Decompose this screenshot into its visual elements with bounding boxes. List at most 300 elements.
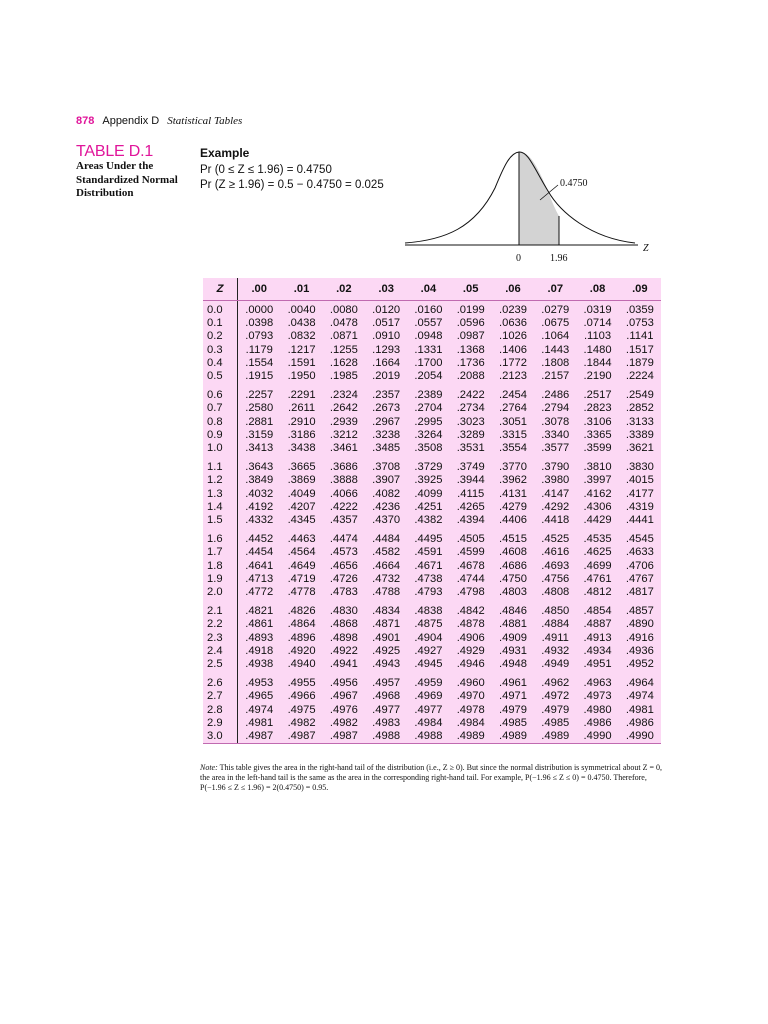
z-value-cell: 1.4 <box>203 501 238 514</box>
area-value-cell: .2881 <box>245 415 274 428</box>
area-value-cell: .4864 <box>287 618 316 631</box>
area-value-cell: .2823 <box>583 402 612 415</box>
area-value-cell: .4975 <box>287 703 316 716</box>
area-value-cell: .4793 <box>414 586 443 599</box>
area-value-cell: .2939 <box>329 415 358 428</box>
area-value-cell: .3159 <box>245 428 274 441</box>
area-value-cell: .4808 <box>541 586 570 599</box>
area-value-cell: .4591 <box>414 546 443 559</box>
table-row <box>203 455 661 474</box>
table-row <box>203 704 661 717</box>
area-value-cell: .2422 <box>456 389 485 402</box>
area-value-cell: .3531 <box>456 442 485 455</box>
area-value-cell: .4798 <box>456 586 485 599</box>
area-value-cell: .4649 <box>287 559 316 572</box>
column-header: .05 <box>450 278 492 301</box>
area-value-cell: .1915 <box>245 370 274 383</box>
table-row <box>203 357 661 370</box>
area-value-cell: .4699 <box>583 559 612 572</box>
area-value-cell: .2764 <box>498 402 527 415</box>
area-value-cell: .4671 <box>414 559 443 572</box>
area-value-cell: .1985 <box>329 370 358 383</box>
table-row <box>203 344 661 357</box>
area-value-cell: .4162 <box>583 487 612 500</box>
area-value-cell: .4988 <box>372 730 401 743</box>
area-value-cell: .4761 <box>583 572 612 585</box>
area-value-cell: .0675 <box>541 317 570 330</box>
example-block <box>200 146 384 193</box>
area-value-cell: .4686 <box>498 559 527 572</box>
area-value-cell: .3944 <box>456 474 485 487</box>
area-value-cell: .4989 <box>541 730 570 743</box>
area-value-cell: .4515 <box>498 533 527 546</box>
area-value-cell: .4957 <box>372 677 401 690</box>
area-value-cell: .3790 <box>541 461 570 474</box>
z-value-cell: 0.6 <box>203 383 238 402</box>
area-value-cell: .4979 <box>498 703 527 716</box>
area-value-cell: .4982 <box>287 716 316 729</box>
area-value-cell: .3599 <box>583 442 612 455</box>
area-value-cell: .1103 <box>583 330 612 343</box>
area-value-cell: .1217 <box>287 343 316 356</box>
area-value-cell: .4406 <box>498 514 527 527</box>
area-value-cell: .2157 <box>541 370 570 383</box>
area-value-cell: .4778 <box>287 586 316 599</box>
area-value-cell: .4429 <box>583 514 612 527</box>
area-value-cell: .4918 <box>245 644 274 657</box>
area-value-cell: .0987 <box>456 330 485 343</box>
area-value-cell: .2357 <box>372 389 401 402</box>
area-value-cell: .4986 <box>583 716 612 729</box>
area-value-cell: .3106 <box>583 415 612 428</box>
z-value-cell: 0.1 <box>203 317 238 330</box>
area-value-cell: .4931 <box>498 644 527 657</box>
page-number: 878 <box>76 115 95 127</box>
area-value-cell: .4916 <box>625 631 654 644</box>
area-value-cell: .4984 <box>456 716 485 729</box>
z-value-cell: 2.0 <box>203 586 238 599</box>
area-value-cell: .2019 <box>372 370 401 383</box>
area-value-cell: .4236 <box>372 500 401 513</box>
z-value-cell: 1.0 <box>203 442 238 455</box>
area-value-cell: .4985 <box>541 716 570 729</box>
area-value-cell: .0948 <box>414 330 443 343</box>
area-value-cell: .4564 <box>287 546 316 559</box>
area-value-cell: .4941 <box>329 658 358 671</box>
area-value-cell: .0517 <box>372 317 401 330</box>
area-value-cell: .4131 <box>498 487 527 500</box>
area-value-cell: .4974 <box>625 690 654 703</box>
area-value-cell: .2123 <box>498 370 527 383</box>
area-value-cell: .2257 <box>245 389 274 402</box>
area-value-cell: .4979 <box>541 703 570 716</box>
area-value-cell: .3212 <box>329 428 358 441</box>
area-value-cell: .4812 <box>583 586 612 599</box>
area-value-cell: .4732 <box>372 572 401 585</box>
area-value-cell: .1331 <box>414 343 443 356</box>
area-value-cell: .4963 <box>583 677 612 690</box>
area-value-cell: .2580 <box>245 402 274 415</box>
area-value-cell: .4842 <box>456 605 485 618</box>
z-column-header: Z <box>203 278 238 301</box>
area-value-cell: .4505 <box>456 533 485 546</box>
area-value-cell: .0398 <box>245 317 274 330</box>
z-value-cell: 3.0 <box>203 730 238 743</box>
area-value-cell: .2967 <box>372 415 401 428</box>
area-value-cell: .4279 <box>498 500 527 513</box>
table-id: TABLE D.1 <box>76 143 154 160</box>
area-value-cell: .0832 <box>287 330 316 343</box>
area-value-cell: .3729 <box>414 461 443 474</box>
area-value-cell: .4032 <box>245 487 274 500</box>
z-value-cell: 1.6 <box>203 527 238 546</box>
column-header: .03 <box>365 278 407 301</box>
area-value-cell: .4948 <box>498 658 527 671</box>
area-value-cell: .4772 <box>245 586 274 599</box>
area-value-cell: .3051 <box>498 415 527 428</box>
area-value-cell: .2190 <box>583 370 612 383</box>
area-value-cell: .1950 <box>287 370 316 383</box>
area-value-cell: .3485 <box>372 442 401 455</box>
area-value-cell: .2486 <box>541 389 570 402</box>
area-value-cell: .1554 <box>245 356 274 369</box>
area-value-cell: .0319 <box>583 304 612 316</box>
area-value-cell: .4838 <box>414 605 443 618</box>
area-value-cell: .2389 <box>414 389 443 402</box>
area-value-cell: .4989 <box>456 730 485 743</box>
area-value-cell: .4981 <box>625 703 654 716</box>
area-value-cell: .4830 <box>329 605 358 618</box>
area-value-cell: .4951 <box>583 658 612 671</box>
area-value-cell: .4251 <box>414 500 443 513</box>
area-value-cell: .4292 <box>541 500 570 513</box>
area-value-cell: .4990 <box>625 730 654 743</box>
area-value-cell: .4983 <box>372 716 401 729</box>
area-value-cell: .4454 <box>245 546 274 559</box>
z-value-cell: 1.5 <box>203 514 238 527</box>
area-value-cell: .3869 <box>287 474 316 487</box>
area-value-cell: .2611 <box>287 402 316 415</box>
area-value-cell: .4945 <box>414 658 443 671</box>
area-value-cell: .4982 <box>329 716 358 729</box>
area-value-cell: .2734 <box>456 402 485 415</box>
area-value-cell: .0753 <box>625 317 654 330</box>
area-value-cell: .2517 <box>583 389 612 402</box>
area-value-cell: .2324 <box>329 389 358 402</box>
table-caption: Areas Under the Standardized Normal Distribution <box>76 160 178 199</box>
column-header: .09 <box>619 278 661 301</box>
area-value-cell: .4927 <box>414 644 443 657</box>
area-value-cell: .4015 <box>625 474 654 487</box>
area-value-cell: .4370 <box>372 514 401 527</box>
area-value-cell: .4633 <box>625 546 654 559</box>
area-value-cell: .4987 <box>329 730 358 743</box>
area-value-cell: .4962 <box>541 677 570 690</box>
table-row <box>203 546 661 559</box>
area-value-cell: .4582 <box>372 546 401 559</box>
area-value-cell: .4989 <box>498 730 527 743</box>
area-value-cell: .2088 <box>456 370 485 383</box>
table-row <box>203 330 661 343</box>
z-value-cell: 0.8 <box>203 416 238 429</box>
area-value-cell: .4943 <box>372 658 401 671</box>
z-value-cell: 2.9 <box>203 717 238 730</box>
area-value-cell: .4868 <box>329 618 358 631</box>
area-value-cell: .4890 <box>625 618 654 631</box>
area-value-cell: .4616 <box>541 546 570 559</box>
area-value-cell: .2454 <box>498 389 527 402</box>
area-value-cell: .4972 <box>541 690 570 703</box>
area-value-cell: .4920 <box>287 644 316 657</box>
area-value-cell: .4953 <box>245 677 274 690</box>
z-value-cell: 1.1 <box>203 455 238 474</box>
area-value-cell: .4656 <box>329 559 358 572</box>
z-value-cell: 0.3 <box>203 344 238 357</box>
z-value-cell: 2.4 <box>203 645 238 658</box>
z-value-cell: 2.6 <box>203 671 238 690</box>
area-value-cell: .4955 <box>287 677 316 690</box>
area-value-cell: .0714 <box>583 317 612 330</box>
area-value-cell: .4857 <box>625 605 654 618</box>
area-value-cell: .1480 <box>583 343 612 356</box>
area-value-cell: .0636 <box>498 317 527 330</box>
area-value-cell: .4871 <box>372 618 401 631</box>
area-value-cell: .0160 <box>414 304 443 316</box>
area-value-cell: .4966 <box>287 690 316 703</box>
area-value-cell: .3238 <box>372 428 401 441</box>
area-value-cell: .4525 <box>541 533 570 546</box>
area-value-cell: .3907 <box>372 474 401 487</box>
area-value-cell: .1255 <box>329 343 358 356</box>
area-value-cell: .4706 <box>625 559 654 572</box>
table-row <box>203 671 661 690</box>
note-label: Note: <box>200 763 218 772</box>
area-value-cell: .4887 <box>583 618 612 631</box>
z-table-header-row <box>203 278 661 301</box>
area-value-cell: .1808 <box>541 356 570 369</box>
area-value-cell: .2704 <box>414 402 443 415</box>
area-value-cell: .3962 <box>498 474 527 487</box>
area-value-cell: .4965 <box>245 690 274 703</box>
area-value-cell: .3708 <box>372 461 401 474</box>
area-value-cell: .2852 <box>625 402 654 415</box>
area-value-cell: .3749 <box>456 461 485 474</box>
area-label: 0.4750 <box>560 178 588 189</box>
area-value-cell: .4693 <box>541 559 570 572</box>
axis-label: Z <box>643 243 649 254</box>
table-row <box>203 618 661 631</box>
area-value-cell: .0080 <box>329 304 358 316</box>
normal-curve-figure <box>400 148 660 266</box>
area-value-cell: .3365 <box>583 428 612 441</box>
column-header: .00 <box>238 278 281 301</box>
area-value-cell: .4418 <box>541 514 570 527</box>
area-value-cell: .1844 <box>583 356 612 369</box>
z-table-body <box>203 301 661 744</box>
area-value-cell: .4306 <box>583 500 612 513</box>
area-value-cell: .4192 <box>245 500 274 513</box>
area-value-cell: .4265 <box>456 500 485 513</box>
table-row <box>203 599 661 618</box>
area-value-cell: .1443 <box>541 343 570 356</box>
area-value-cell: .4850 <box>541 605 570 618</box>
area-value-cell: .4893 <box>245 631 274 644</box>
area-value-cell: .2549 <box>625 389 654 402</box>
area-value-cell: .4974 <box>245 703 274 716</box>
area-value-cell: .0359 <box>625 304 654 316</box>
table-row <box>203 442 661 455</box>
area-value-cell: .0793 <box>245 330 274 343</box>
area-value-cell: .1736 <box>456 356 485 369</box>
table-row <box>203 690 661 703</box>
area-value-cell: .4913 <box>583 631 612 644</box>
area-value-cell: .4599 <box>456 546 485 559</box>
area-value-cell: .1591 <box>287 356 316 369</box>
table-row <box>203 560 661 573</box>
area-value-cell: .4925 <box>372 644 401 657</box>
column-header: .01 <box>280 278 322 301</box>
z-table <box>203 278 661 743</box>
table-row <box>203 402 661 415</box>
area-value-cell: .4985 <box>498 716 527 729</box>
area-value-cell: .4952 <box>625 658 654 671</box>
table-row <box>203 474 661 487</box>
area-value-cell: .4906 <box>456 631 485 644</box>
column-header: .02 <box>323 278 365 301</box>
z-value-cell: 1.9 <box>203 573 238 586</box>
area-value-cell: .3340 <box>541 428 570 441</box>
area-value-cell: .2673 <box>372 402 401 415</box>
area-value-cell: .4986 <box>625 716 654 729</box>
area-value-cell: .3770 <box>498 461 527 474</box>
area-value-cell: .4961 <box>498 677 527 690</box>
area-value-cell: .4788 <box>372 586 401 599</box>
area-value-cell: .1026 <box>498 330 527 343</box>
section-title: Statistical Tables <box>167 115 243 127</box>
example-heading: Example <box>200 146 250 160</box>
area-value-cell: .3461 <box>329 442 358 455</box>
area-value-cell: .4901 <box>372 631 401 644</box>
area-value-cell: .4319 <box>625 500 654 513</box>
area-value-cell: .4713 <box>245 572 274 585</box>
area-value-cell: .4066 <box>329 487 358 500</box>
column-header: .04 <box>407 278 449 301</box>
area-value-cell: .4964 <box>625 677 654 690</box>
z-value-cell: 1.7 <box>203 546 238 559</box>
table-row <box>203 429 661 442</box>
area-value-cell: .3810 <box>583 461 612 474</box>
area-value-cell: .4946 <box>456 658 485 671</box>
area-value-cell: .0040 <box>287 304 316 316</box>
table-row <box>203 488 661 501</box>
area-value-cell: .4959 <box>414 677 443 690</box>
area-value-cell: .4977 <box>414 703 443 716</box>
area-value-cell: .4976 <box>329 703 358 716</box>
area-value-cell: .0000 <box>245 304 274 316</box>
area-value-cell: .4803 <box>498 586 527 599</box>
area-value-cell: .3133 <box>625 415 654 428</box>
area-value-cell: .4949 <box>541 658 570 671</box>
area-value-cell: .0239 <box>498 304 527 316</box>
area-value-cell: .4881 <box>498 618 527 631</box>
area-value-cell: .3315 <box>498 428 527 441</box>
area-value-cell: .4726 <box>329 572 358 585</box>
z-value-cell: 2.7 <box>203 690 238 703</box>
area-value-cell: .4382 <box>414 514 443 527</box>
area-value-cell: .4756 <box>541 572 570 585</box>
area-value-cell: .1064 <box>541 330 570 343</box>
area-value-cell: .3186 <box>287 428 316 441</box>
area-value-cell: .3980 <box>541 474 570 487</box>
page-header <box>76 115 242 127</box>
area-value-cell: .1700 <box>414 356 443 369</box>
area-value-cell: .4817 <box>625 586 654 599</box>
area-value-cell: .4750 <box>498 572 527 585</box>
area-value-cell: .4783 <box>329 586 358 599</box>
area-value-cell: .4484 <box>372 533 401 546</box>
z-value-cell: 1.8 <box>203 560 238 573</box>
area-value-cell: .0279 <box>541 304 570 316</box>
table-row <box>203 383 661 402</box>
area-value-cell: .4767 <box>625 572 654 585</box>
area-value-cell: .3508 <box>414 442 443 455</box>
area-value-cell: .4936 <box>625 644 654 657</box>
area-value-cell: .3849 <box>245 474 274 487</box>
area-value-cell: .4573 <box>329 546 358 559</box>
area-value-cell: .3264 <box>414 428 443 441</box>
area-value-cell: .4115 <box>457 487 485 500</box>
area-value-cell: .4922 <box>329 644 358 657</box>
area-value-cell: .1406 <box>498 343 527 356</box>
table-row <box>203 514 661 527</box>
area-value-cell: .4896 <box>287 631 316 644</box>
area-value-cell: .4898 <box>329 631 358 644</box>
area-value-cell: .1141 <box>626 330 654 343</box>
area-value-cell: .3554 <box>498 442 527 455</box>
area-value-cell: .1179 <box>245 343 273 356</box>
area-value-cell: .4967 <box>329 690 358 703</box>
area-value-cell: .4938 <box>245 658 274 671</box>
area-value-cell: .4984 <box>414 716 443 729</box>
table-row <box>203 416 661 429</box>
area-value-cell: .0120 <box>372 304 401 316</box>
table-row <box>203 573 661 586</box>
table-row <box>203 501 661 514</box>
area-value-cell: .4929 <box>456 644 485 657</box>
area-value-cell: .4207 <box>287 500 316 513</box>
area-value-cell: .4878 <box>456 618 485 631</box>
area-value-cell: .2291 <box>287 389 316 402</box>
area-value-cell: .4911 <box>541 631 569 644</box>
area-value-cell: .4854 <box>583 605 612 618</box>
z-value-cell: 0.2 <box>203 330 238 343</box>
area-value-cell: .1368 <box>456 343 485 356</box>
area-value-cell: .0557 <box>414 317 443 330</box>
area-value-cell: .1628 <box>329 356 358 369</box>
area-value-cell: .4641 <box>245 559 274 572</box>
area-value-cell: .4940 <box>287 658 316 671</box>
area-value-cell: .3577 <box>541 442 570 455</box>
table-row <box>203 370 661 383</box>
z-value-cell: 2.3 <box>203 632 238 645</box>
area-value-cell: .4738 <box>414 572 443 585</box>
area-value-cell: .4932 <box>541 644 570 657</box>
z-value-cell: 0.5 <box>203 370 238 383</box>
z-value-cell: 0.7 <box>203 402 238 415</box>
area-value-cell: .4049 <box>287 487 316 500</box>
area-value-cell: .3925 <box>414 474 443 487</box>
area-value-cell: .4821 <box>245 605 274 618</box>
